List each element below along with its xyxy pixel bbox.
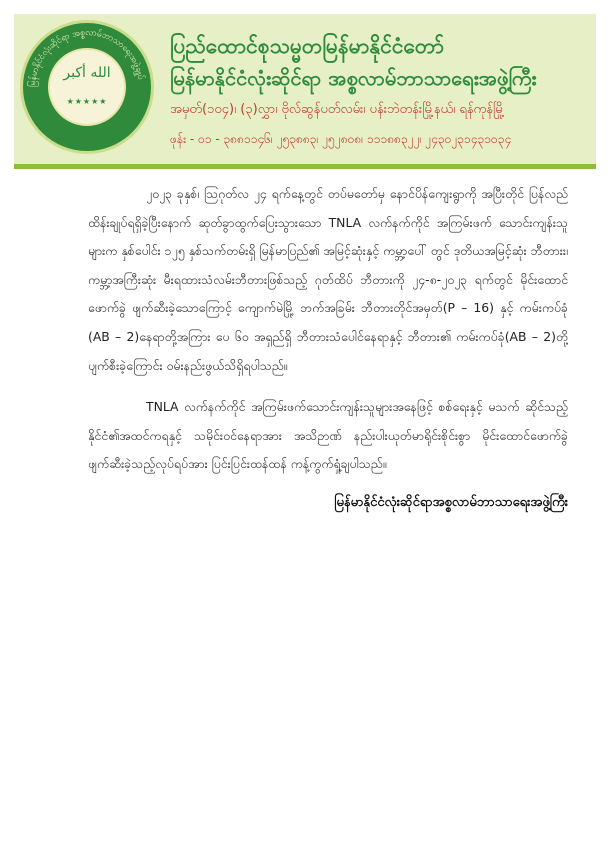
organization-phone: ဖုန်း - ၀၁ - ၃၈၈၁၁၄၆၊ ၂၅၃၈၈၃၊ ၂၅၂၈၀၈၊ ၁၁၁၈၈၃၂၂၊ ၂၄၃၀၂၃၁၄၃၁၀၃၄ xyxy=(170,132,512,146)
organization-address: အမှတ်(၁၀၄)၊ (၃)လွှာ၊ ဗိုလ်ဆွန်ပတ်လမ်း၊ ပန်းဘဲတန်းမြို့နယ်၊ ရန်ကုန်မြို့ xyxy=(170,102,505,117)
organization-name: မြန်မာနိုင်ငံလုံးဆိုင်ရာ အစ္စလာမ်ဘာသာရေးအဖွဲ့ကြီး xyxy=(170,66,537,90)
letterhead-title: ပြည်ထောင်စုသမ္မတမြန်မာနိုင်ငံတော် xyxy=(170,34,445,58)
letterhead-divider xyxy=(14,164,596,169)
statement-paragraph-1: ၂၀၂၃ ခုနှစ်၊ ဩဂုတ်လ ၂၄ ရက်နေ့တွင် တပ်မတော်မှ နောင်ပိန်ကျေးရွာကို အပြီးတိုင် ပြန်လည် ထိန်းချုပ်ရရှိခဲ့ပြီးနောက် ဆုတ်ခွာထွက်ပြေးသွားသော TNLA လက်နက်ကိုင် အကြမ်းဖက် သောင်းကျန်းသူများက နှစ်ပေါင်း ၁၂၅ နှစ်သက်တမ်းရှိ မြန်မာပြည်၏ အမြင့်ဆုံးနှင့် ကမ္ဘာ့ပေါ် တွင် ဒုတိယအမြင့်ဆုံး ဘီတားး၊ ကမ္ဘာ့အကြီးဆုံး မီးရထားသံလမ်းဘီတားဖြစ်သည့် ဂုတ်ထိပ် ဘီတားကို ၂၄-၈-၂၀၂၃ ရက်တွင် မိုင်းထောင်ဖောက်ခွဲ ဖျက်ဆီးခဲ့သောကြောင့် ကျောက်မဲမြို့ ဘက်အခြမ်း ဘီတားတိုင်အမှတ်(P – 16) နှင့် ကမ်းကပ်ခုံ (AB – 2)နေရာတို့အကြား ပေ ၆၀ အရှည်ရှိ ဘီတားသံပေါင်နေရာနှင့် ဘီတား၏ ကမ်းကပ်ခုံ(AB – 2)တို့ ပျက်စီးခဲ့ကြောင်း ဝမ်းနည်းဖွယ်သိရှိရပါသည်။ xyxy=(88,186,568,373)
seal-center xyxy=(48,48,126,126)
seal-ring-text: မြန်မာနိုင်ငံလုံးဆိုင်ရာ အစ္စလာမ်ဘာသာရေးအဖွဲ့ချုပ် xyxy=(27,27,146,88)
signature-line: မြန်မာနိုင်ငံလုံးဆိုင်ရာအစ္စလာမ်ဘာသာရေးအဖွဲ့ကြီး xyxy=(334,495,568,510)
seal-calligraphy: الله أكبر xyxy=(63,65,111,81)
statement-paragraph-2: TNLA လက်နက်ကိုင် အကြမ်းဖက်သောင်းကျန်းသူများအနေဖြင့် စစ်ရေးနှင့် မသက် ဆိုင်သည့် နိုင်ငံ၏အထင်ကရနှင့် သမိုင်းဝင်နေရာအား အသိဉာဏ် နည်းပါးယုတ်မာရိုင်းစိုင်းစွာ မိုင်းထောင်ဖောက်ခွဲဖျက်ဆီးခဲ့သည့်လုပ်ရပ်အား ပြင်းပြင်းထန်ထန် ကန့်ကွက်ရှုံ့ချပါသည်။ xyxy=(88,399,568,472)
organization-seal-logo xyxy=(20,20,154,154)
statement-body xyxy=(88,180,568,479)
seal-stars: ★★★★★ xyxy=(66,97,108,106)
